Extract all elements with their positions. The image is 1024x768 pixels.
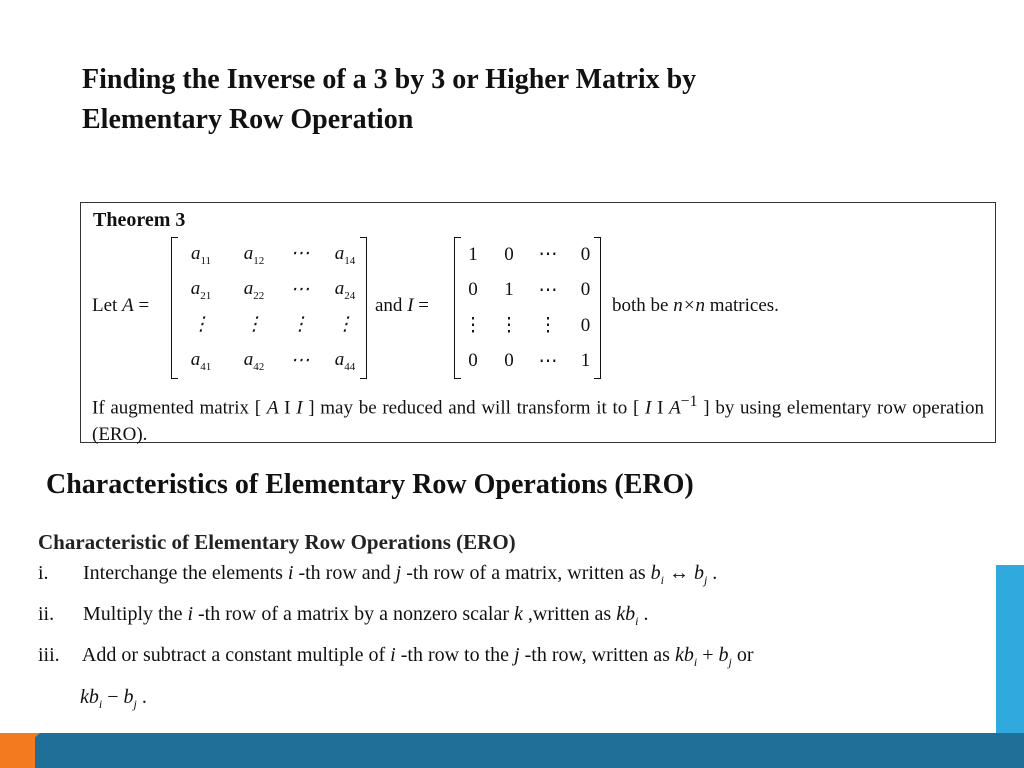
matrix-a-row: $a_{11}$ $a_{12}$ ⋯ $a_{14}$ <box>190 242 356 267</box>
ero-item-add-subtract-continued: $kb_i - b_j$ . <box>80 686 147 711</box>
matrix-a-row: $a_{41}$ $a_{42}$ ⋯ $a_{44}$ <box>190 349 356 374</box>
ero-item-add-subtract: iii. Add or subtract a constant multiple of i -th row to the j -th row, written as $kb_i + b_j$ or <box>38 644 754 669</box>
theorem-statement: If augmented matrix [ A I I ] may be reduced and will transform it to [ I I $A^{-1}$ ] by using elementary row operation (ERO). <box>92 393 985 446</box>
matrix-i-row: ⋮ ⋮ ⋮ 0 <box>463 314 591 337</box>
slide-title <box>82 60 882 140</box>
title-line-1: Finding the Inverse of a 3 by 3 or Higher Matrix by <box>82 64 697 95</box>
matrix-a-row: ⋮ ⋮ ⋮ ⋮ <box>191 314 355 336</box>
ero-heading: Characteristic of Elementary Row Operations (ERO) <box>38 530 516 554</box>
decorative-dark-band <box>0 733 1024 768</box>
title-line-2: Elementary Row Operation <box>82 104 414 135</box>
matrix-i-row: 0 1 ⋯ 0 <box>468 279 591 301</box>
decorative-orange-corner <box>0 733 40 768</box>
both-matrices-label: both be n×n matrices. <box>612 295 779 316</box>
matrix-identity <box>454 237 601 379</box>
matrix-a-row: $a_{21}$ $a_{22}$ ⋯ $a_{24}$ <box>190 278 356 303</box>
theorem-heading: Theorem 3 <box>93 209 186 231</box>
matrix-a <box>171 237 367 379</box>
matrix-i-row: 1 0 ⋯ 0 <box>468 243 591 266</box>
matrix-i-row: 0 0 ⋯ 1 <box>468 350 591 372</box>
and-i-label: and I = <box>375 295 429 316</box>
ero-item-interchange: i. Interchange the elements i -th row and j -th row of a matrix, written as $b_i$ ↔ $b_j$ . <box>38 562 718 587</box>
section-heading: Characteristics of Elementary Row Operations (ERO) <box>46 469 694 500</box>
let-a-label: Let A = <box>92 295 150 316</box>
ero-item-multiply: ii. Multiply the i -th row of a matrix by a nonzero scalar k ,written as $kb_i$ . <box>38 603 649 628</box>
